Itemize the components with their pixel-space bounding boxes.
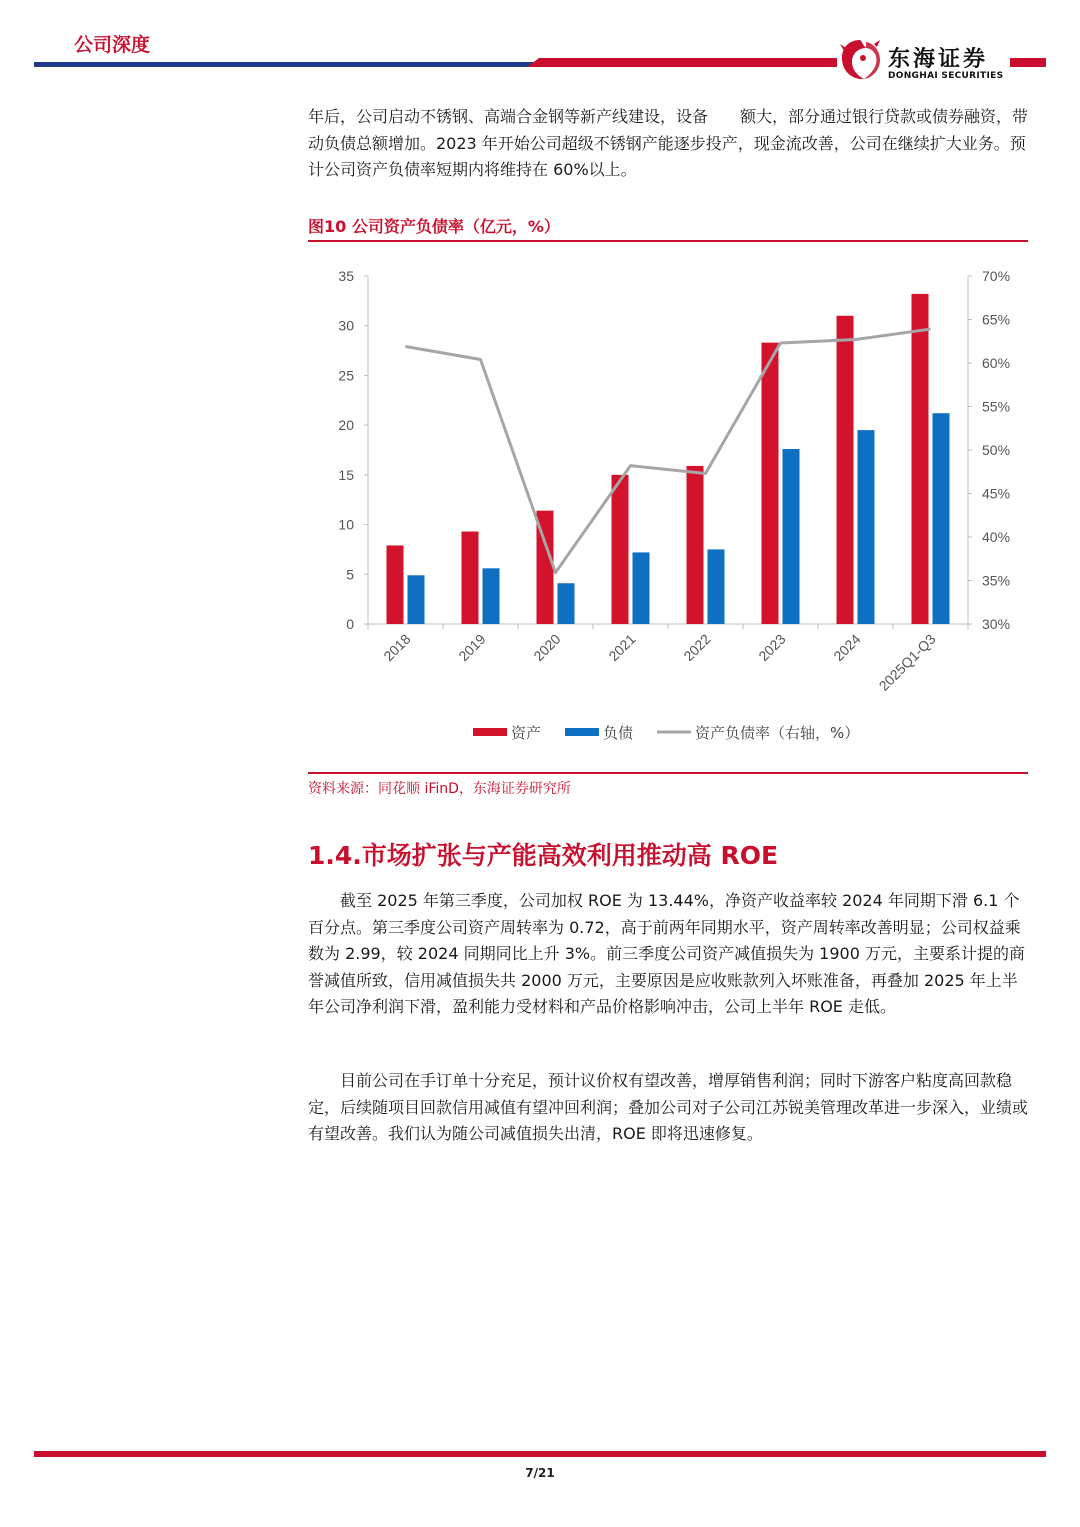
x-axis-category-label: 2024 xyxy=(830,630,864,665)
liability-bar xyxy=(708,549,725,624)
x-axis-category-label: 2019 xyxy=(455,630,489,665)
asset-bar xyxy=(462,532,479,624)
logo-english-name: DONGHAI SECURITIES xyxy=(888,71,1004,81)
debt-ratio-chart xyxy=(308,250,1028,760)
legend-label: 资产负债率（右轴，%） xyxy=(695,724,860,742)
header-rule-red-end xyxy=(1010,58,1046,67)
liability-bar xyxy=(558,583,575,624)
header-section-label: 公司深度 xyxy=(74,34,151,56)
right-axis-tick-label: 40% xyxy=(982,529,1011,545)
legend-label: 负债 xyxy=(603,724,634,742)
legend-liability-swatch xyxy=(565,728,599,736)
intro-paragraph: 年后，公司启动不锈钢、高端合金钢等新产线建设，设备 额大，部分通过银行贷款或债券融资，带动负债总额增加。2023 年开始公司超级不锈钢产能逐步投产，现金流改善，公司在继续扩大业务。预计公司资产负债率短期内将维持在 60%以上。 xyxy=(308,107,1029,179)
left-axis-tick-label: 0 xyxy=(346,616,354,632)
asset-bar xyxy=(762,343,779,624)
section-paragraph-2: 目前公司在手订单十分充足，预计议价权有望改善，增厚销售利润；同时下游客户粘度高回款稳定，后续随项目回款信用减值有望冲回利润；叠加公司对子公司江苏锐美管理改革进一步深入，业绩或有望改善。我们认为随公司减值损失出清，ROE 即将迅速修复。 xyxy=(308,1071,1029,1143)
right-axis-tick-label: 60% xyxy=(982,355,1011,371)
liability-bar xyxy=(933,413,950,624)
asset-bar xyxy=(687,466,704,624)
x-axis-category-label: 2020 xyxy=(530,630,564,665)
figure-rule-bottom xyxy=(308,772,1028,774)
left-axis-tick-label: 25 xyxy=(338,367,354,384)
logo-chinese-name: 东海证券 xyxy=(888,47,989,72)
figure-title: 图10 公司资产负债率（亿元，%） xyxy=(308,217,560,236)
right-axis-tick-label: 30% xyxy=(982,616,1011,632)
x-axis-category-label: 2022 xyxy=(680,630,714,665)
legend-asset-swatch xyxy=(473,728,507,736)
asset-bar xyxy=(612,475,629,624)
dragon-logo-icon xyxy=(836,36,884,84)
right-axis-tick-label: 65% xyxy=(982,311,1011,328)
liability-bar xyxy=(633,552,650,624)
legend-label: 资产 xyxy=(511,724,542,742)
asset-bar xyxy=(387,545,404,624)
left-axis-tick-label: 10 xyxy=(338,516,354,533)
x-axis-category-label: 2025Q1-Q3 xyxy=(875,630,939,694)
header-rule-red xyxy=(527,58,837,67)
liability-bar xyxy=(483,568,500,624)
liability-bar xyxy=(783,449,800,624)
left-axis-tick-label: 30 xyxy=(338,317,354,334)
section-title: 1.4.市场扩张与产能高效利用推动高 ROE xyxy=(308,841,779,870)
liability-bar xyxy=(408,575,425,624)
footer-rule xyxy=(34,1451,1046,1457)
left-axis-tick-label: 15 xyxy=(338,466,354,483)
left-axis-tick-label: 20 xyxy=(338,417,354,434)
liability-bar xyxy=(858,430,875,624)
left-axis-tick-label: 5 xyxy=(346,566,354,583)
header-rule-blue xyxy=(34,62,534,67)
x-axis-category-label: 2021 xyxy=(605,630,639,665)
x-axis-category-label: 2018 xyxy=(380,630,414,665)
figure-rule-top xyxy=(308,240,1028,242)
left-axis-tick-label: 35 xyxy=(338,268,354,284)
asset-bar xyxy=(912,294,929,624)
figure-source: 资料来源：同花顺 iFinD，东海证券研究所 xyxy=(308,781,571,797)
right-axis-tick-label: 45% xyxy=(982,485,1011,502)
right-axis-tick-label: 50% xyxy=(982,442,1011,458)
section-paragraph-1: 截至 2025 年第三季度，公司加权 ROE 为 13.44%，净资产收益率较 2024 年同期下滑 6.1 个百分点。第三季度公司资产周转率为 0.72，高于前两年同期水平，资产周转率改善明显；公司权益乘数为 2.99，较 2024 同期同比上升 3%。前三季度公司资产减值损失为 1900 万元，主要系计提的商誉减值所致，信用减值损失共 2000 万元，主要原因是应收账款列入坏账准备，再叠加 2025 年上半年公司净利润下滑，盈利能力受材料和产品价格影响冲击，公司上半年 ROE 走低。 xyxy=(308,891,1025,1016)
x-axis-category-label: 2023 xyxy=(755,630,789,665)
right-axis-tick-label: 35% xyxy=(982,572,1011,589)
right-axis-tick-label: 55% xyxy=(982,398,1011,415)
page-number: 7/21 xyxy=(525,1466,555,1480)
right-axis-tick-label: 70% xyxy=(982,268,1011,284)
asset-bar xyxy=(837,316,854,624)
